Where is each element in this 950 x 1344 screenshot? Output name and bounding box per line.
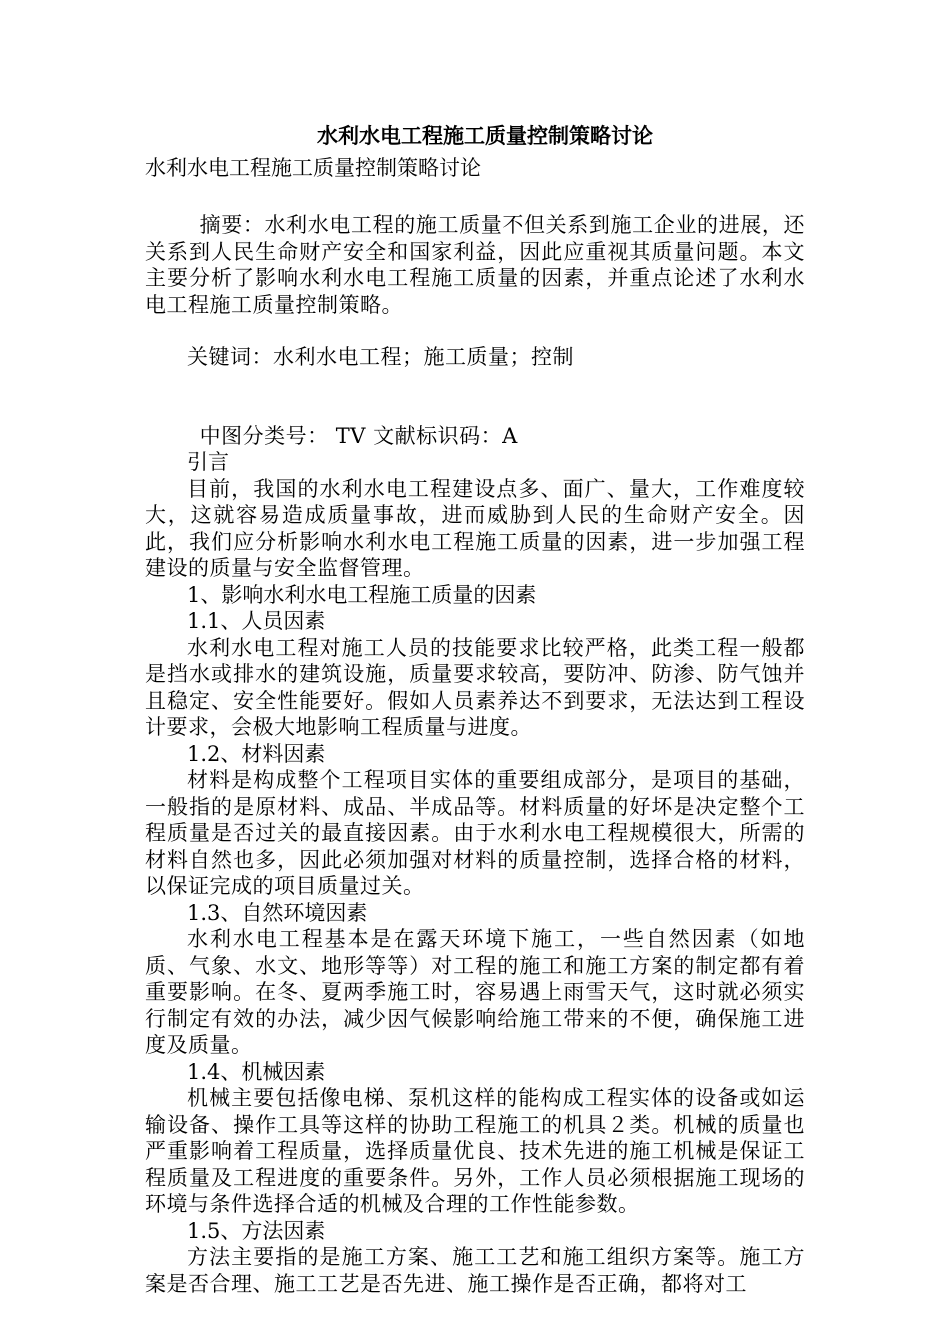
abstract-paragraph: 摘要：水利水电工程的施工质量不但关系到施工企业的进展，还关系到人民生命财产安全和国家利益，因此应重视其质量问题。本文主要分析了影响水利水电工程施工质量的因素，并重点论述了水利水电工程施工质量控制策略。 <box>145 213 805 317</box>
section-1-1-paragraph: 水利水电工程对施工人员的技能要求比较严格，此类工程一般都是挡水或排水的建筑设施，质量要求较高，要防冲、防渗、防气蚀并且稳定、安全性能要好。假如人员素养达不到要求，无法达到工程设计要求，会极大地影响工程质量与进度。 <box>145 635 805 739</box>
keywords-paragraph: 关键词：水利水电工程；施工质量；控制 <box>187 345 574 369</box>
section-1-2-paragraph: 材料是构成整个工程项目实体的重要组成部分，是项目的基础，一般指的是原材料、成品、半成品等。材料质量的好坏是决定整个工程质量是否过关的最直接因素。由于水利水电工程规模很大，所需的材料自然也多，因此必须加强对材料的质量控制，选择合格的材料，以保证完成的项目质量过关。 <box>145 768 805 898</box>
section-1-5-heading: 1.5、方法因素 <box>187 1218 326 1243</box>
section-1-3-paragraph: 水利水电工程基本是在露天环境下施工，一些自然因素（如地质、气象、水文、地形等等）对工程的施工和施工方案的制定都有着重要影响。在冬、夏两季施工时，容易遇上雨雪天气，这时就必须实行制定有效的办法，减少因气候影响给施工带来的不便，确保施工进度及质量。 <box>145 927 805 1057</box>
section-1-2-heading: 1.2、材料因素 <box>187 741 326 766</box>
section-1-5-paragraph: 方法主要指的是施工方案、施工工艺和施工组织方案等。施工方案是否合理、施工工艺是否先进、施工操作是否正确，都将对工 <box>145 1245 805 1296</box>
section-1-4-paragraph: 机械主要包括像电梯、泵机这样的能构成工程实体的设备或如运输设备、操作工具等这样的协助工程施工的机具２类。机械的质量也严重影响着工程质量，选择质量优良、技术先进的施工机械是保证工程质量及工程进度的重要条件。另外，工作人员必须根据施工现场的环境与条件选择合适的机械及合理的工作性能参数。 <box>145 1086 805 1216</box>
intro-paragraph: 目前，我国的水利水电工程建设点多、面广、量大，工作难度较大，这就容易造成质量事故，进而威胁到人民的生命财产安全。因此，我们应分析影响水利水电工程施工质量的因素，进一步加强工程建设的质量与安全监督管理。 <box>145 476 805 580</box>
section-1-1-heading: 1.1、人员因素 <box>187 609 326 633</box>
classification-line: 中图分类号： TV 文献标识码：A <box>199 423 518 448</box>
document-page <box>145 118 805 1297</box>
section-1-heading: 1、影响水利水电工程施工质量的因素 <box>187 582 537 607</box>
section-1-3-heading: 1.3、自然环境因素 <box>187 900 368 925</box>
intro-heading: 引言 <box>187 450 229 474</box>
document-subtitle: 水利水电工程施工质量控制策略讨论 <box>145 156 481 180</box>
document-title: 水利水电工程施工质量控制策略讨论 <box>317 123 653 148</box>
section-1-4-heading: 1.4、机械因素 <box>187 1059 326 1084</box>
